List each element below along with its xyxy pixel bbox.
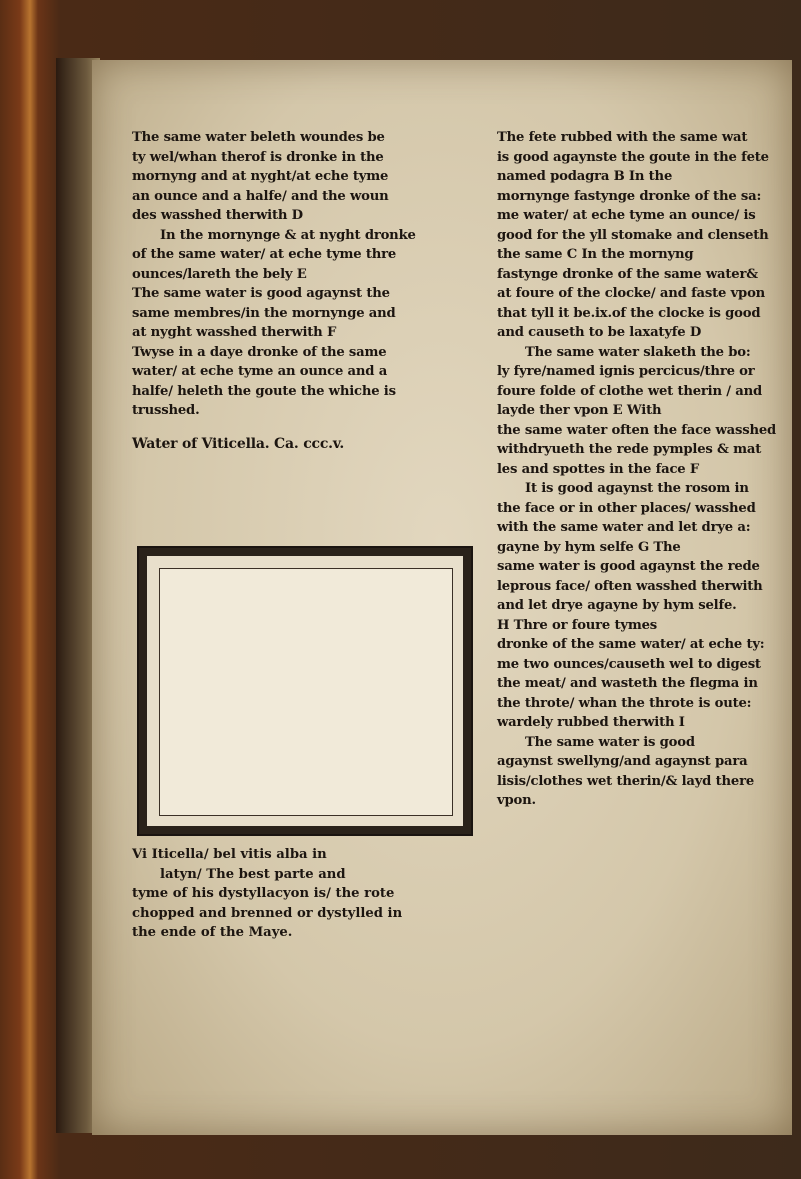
text-line: good for the yll stomake and clenseth xyxy=(497,227,769,243)
text-line: ly fyre/named ignis percicus/thre or xyxy=(497,364,755,379)
woodcut-illustration xyxy=(137,546,473,836)
text-line: halfe/ heleth the goute the whiche is xyxy=(132,383,396,399)
text-line: lisis/clothes wet therin/& layd there xyxy=(497,773,755,789)
text-line: mornynge fastynge dronke of the sa: xyxy=(497,188,762,204)
text-line: withdryueth the rede pymples & mat xyxy=(497,442,762,457)
text-line: dronke of the same water/ at eche ty: xyxy=(497,637,765,652)
text-line: fastynge dronke of the same water& xyxy=(497,266,758,282)
text-line: named podagra B In the xyxy=(497,169,673,184)
text-line: leprous face/ often wasshed therwith xyxy=(497,578,763,594)
text-line: is good agaynste the goute in the fete xyxy=(497,149,769,165)
text-line: The same water beleth woundes be xyxy=(132,130,385,145)
text-line: of the same water/ at eche tyme thre xyxy=(132,247,397,262)
left-column-after-cut xyxy=(132,845,477,943)
text-line: ounces/lareth the bely E xyxy=(132,266,307,282)
text-line: layde ther vpon E With xyxy=(497,403,662,418)
text-line: water/ at eche tyme an ounce and a xyxy=(132,364,388,379)
text-line: chopped and brenned or dystylled in xyxy=(132,905,403,921)
text-line: the ende of the Maye. xyxy=(132,925,293,940)
text-line: trusshed. xyxy=(132,403,200,418)
text-line: and causeth to be laxatyfe D xyxy=(497,325,702,340)
text-line: It is good agaynst the rosom in xyxy=(525,481,749,496)
text-line: des wasshed therwith D xyxy=(132,208,303,223)
text-line: the throte/ whan the throte is oute: xyxy=(497,695,752,711)
woodcut-blank-panel xyxy=(159,568,453,816)
text-line: Twyse in a daye dronke of the same xyxy=(132,344,387,360)
text-line: H Thre or foure tymes xyxy=(497,617,658,633)
text-line: agaynst swellyng/and agaynst para xyxy=(497,754,748,769)
text-line: the meat/ and wasteth the flegma in xyxy=(497,676,758,691)
text-line: and let drye agayne by hym selfe. xyxy=(497,598,737,613)
text-line: The same water is good xyxy=(525,734,695,750)
woodcut-frame xyxy=(147,556,463,826)
text-line: latyn/ The best parte and xyxy=(160,866,346,882)
text-line: mornyng and at nyght/at eche tyme xyxy=(132,169,389,184)
text-line: tyme of his dystyllacyon is/ the rote xyxy=(132,886,395,901)
text-line: with the same water and let drye a: xyxy=(497,520,751,535)
text-line: me two ounces/causeth wel to digest xyxy=(497,656,761,672)
left-column xyxy=(132,128,472,464)
text-line: vpon. xyxy=(497,793,536,808)
text-line: the same water often the face wasshed xyxy=(497,422,777,438)
text-line: me water/ at eche tyme an ounce/ is xyxy=(497,208,756,223)
text-line: at nyght wasshed therwith F xyxy=(132,325,337,340)
text-line: at foure of the clocke/ and faste vpon xyxy=(497,286,766,301)
text-line: same membres/in the mornynge and xyxy=(132,305,396,321)
text-line: same water is good agaynst the rede xyxy=(497,559,760,574)
text-line: gayne by hym selfe G The xyxy=(497,539,681,555)
text-line: that tyll it be.ix.of the clocke is good xyxy=(497,305,761,321)
text-line: the same C In the mornyng xyxy=(497,247,694,262)
text-line: The same water slaketh the bo: xyxy=(525,344,751,360)
text-line: ty wel/whan therof is dronke in the xyxy=(132,149,384,165)
text-line: an ounce and a halfe/ and the woun xyxy=(132,188,389,204)
right-column xyxy=(497,128,789,811)
text-line: The same water is good agaynst the xyxy=(132,286,390,301)
text-line: Vi Iticella/ bel vitis alba in xyxy=(132,847,327,862)
text-line: In the mornynge & at nyght dronke xyxy=(160,227,416,243)
text-line: foure folde of clothe wet therin / and xyxy=(497,383,763,399)
text-line: les and spottes in the face F xyxy=(497,461,700,477)
text-line: wardely rubbed therwith I xyxy=(497,715,685,730)
text-line: The fete rubbed with the same wat xyxy=(497,130,748,145)
text-line: the face or in other places/ wasshed xyxy=(497,500,756,516)
chapter-heading: Water of Viticella. Ca. ccc.v. xyxy=(132,435,345,452)
